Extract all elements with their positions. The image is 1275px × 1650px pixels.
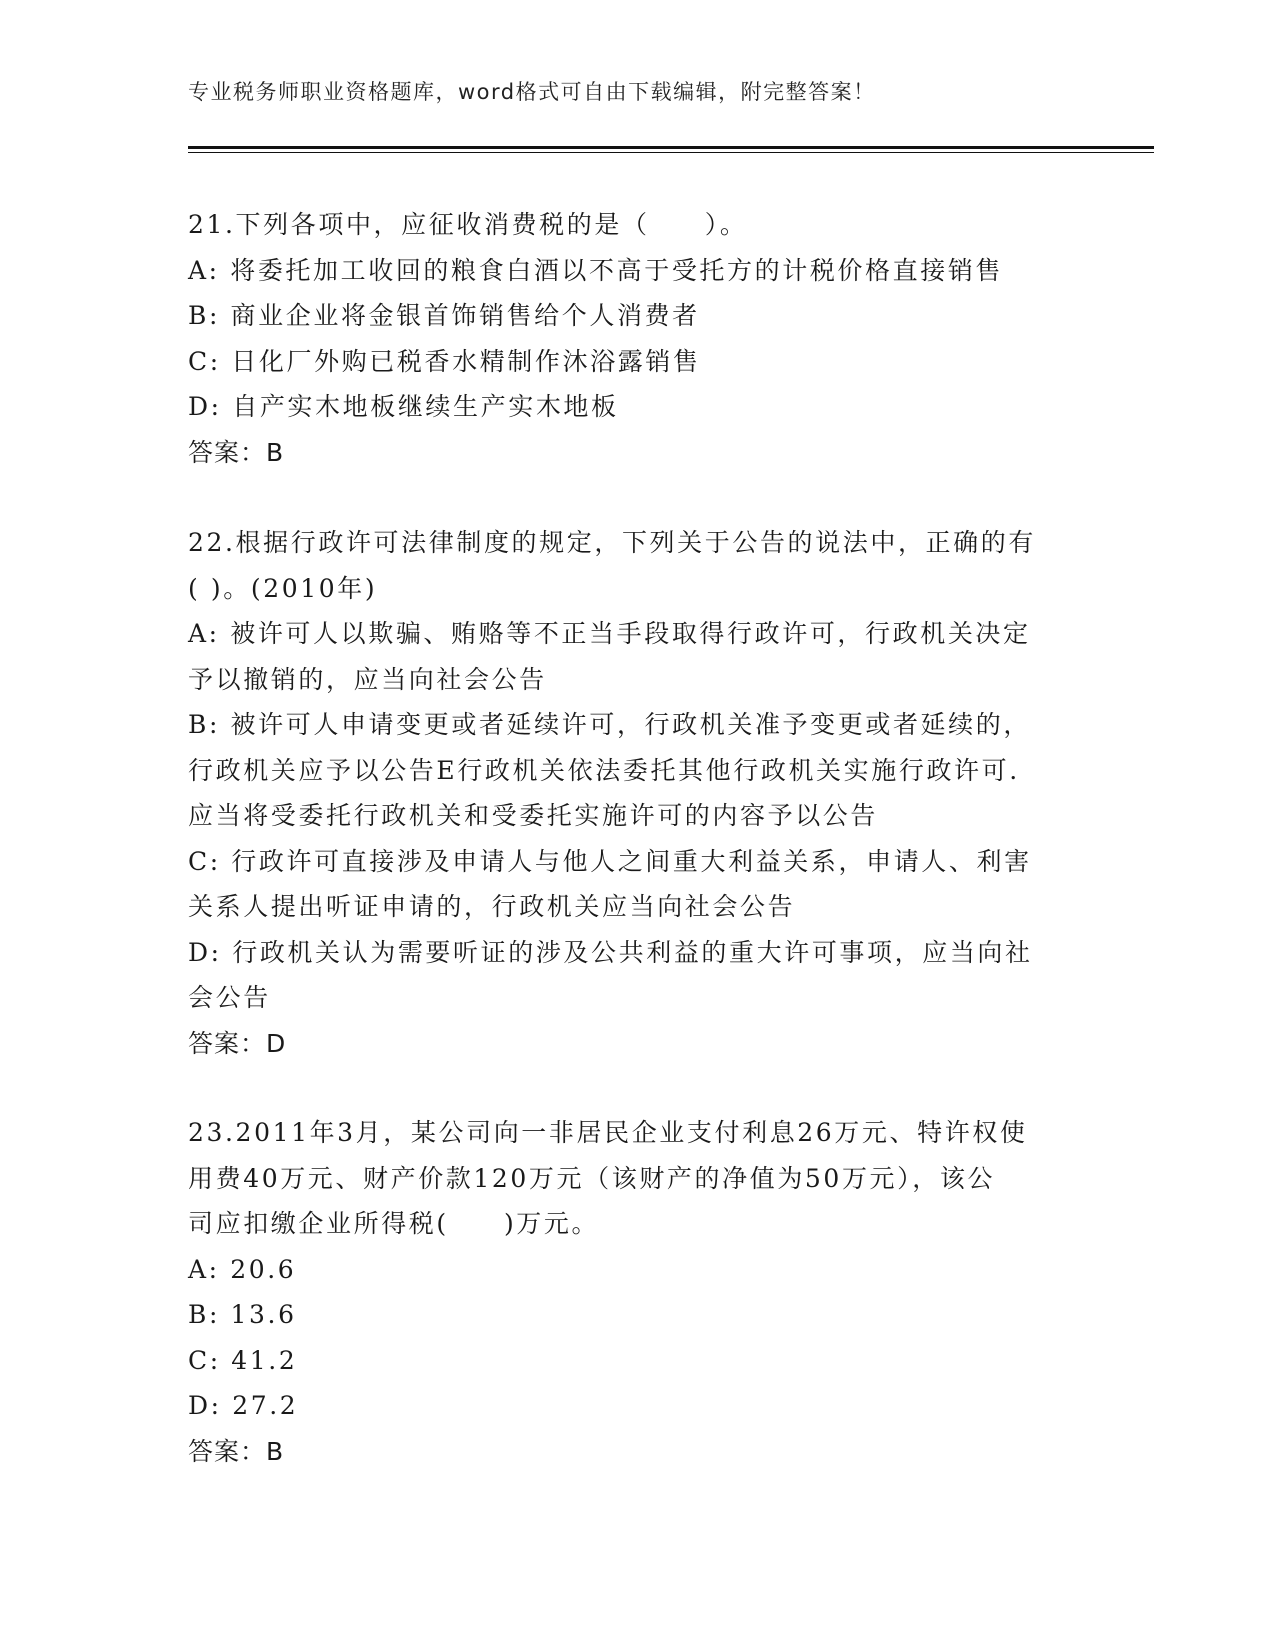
question-stem: ( )。(2010年) <box>188 573 378 603</box>
option-d: D: 27.2 <box>188 1391 299 1420</box>
question-22 <box>188 520 1088 1066</box>
option-c-cont: 关系人提出听证申请的，行政机关应当向社会公告 <box>188 892 796 921</box>
header-rule-thick <box>188 146 1154 149</box>
answer: 答案：B <box>188 437 285 467</box>
option-b: B: 被许可人申请变更或者延续许可，行政机关准予变更或者延续的， <box>188 710 1031 739</box>
header-rule-thin <box>188 152 1154 153</box>
question-21 <box>188 202 1088 475</box>
option-a: A: 20.6 <box>188 1254 297 1284</box>
option-b: B: 13.6 <box>188 1300 297 1329</box>
option-a: A: 将委托加工收回的粮食白酒以不高于受托方的计税价格直接销售 <box>188 255 1004 285</box>
option-c: C: 日化厂外购已税香水精制作沐浴露销售 <box>188 346 701 376</box>
option-a: A: 被许可人以欺骗、贿赂等不正当手段取得行政许可，行政机关决定 <box>188 619 1031 648</box>
question-stem: 司应扣缴企业所得税( )万元。 <box>188 1209 600 1238</box>
option-b-cont: 应当将受委托行政机关和受委托实施许可的内容予以公告 <box>188 801 879 830</box>
option-b: B: 商业企业将金银首饰销售给个人消费者 <box>188 301 700 330</box>
question-stem: 用费40万元、财产价款120万元（该财产的净值为50万元），该公 <box>188 1163 996 1193</box>
option-c: C: 41.2 <box>188 1345 298 1375</box>
option-c: C: 行政许可直接涉及申请人与他人之间重大利益关系，申请人、利害 <box>188 846 1032 876</box>
option-d: D: 自产实木地板继续生产实木地板 <box>188 392 619 421</box>
page-header: 专业税务师职业资格题库，word格式可自由下载编辑，附完整答案！ <box>188 80 876 104</box>
option-b-cont: 行政机关应予以公告E行政机关依法委托其他行政机关实施行政许可. <box>188 755 1020 785</box>
question-stem: 21.下列各项中，应征收消费税的是（ ）。 <box>188 210 748 239</box>
option-d-cont: 会公告 <box>188 983 271 1012</box>
question-23 <box>188 1110 1088 1474</box>
option-d: D: 行政机关认为需要听证的涉及公共利益的重大许可事项，应当向社 <box>188 937 1033 967</box>
question-stem: 22.根据行政许可法律制度的规定，下列关于公告的说法中，正确的有 <box>188 528 1036 557</box>
option-a-cont: 予以撤销的，应当向社会公告 <box>188 664 547 694</box>
answer: 答案：D <box>188 1028 287 1058</box>
question-stem: 23.2011年3月，某公司向一非居民企业支付利息26万元、特许权使 <box>188 1118 1028 1147</box>
answer: 答案：B <box>188 1436 285 1466</box>
